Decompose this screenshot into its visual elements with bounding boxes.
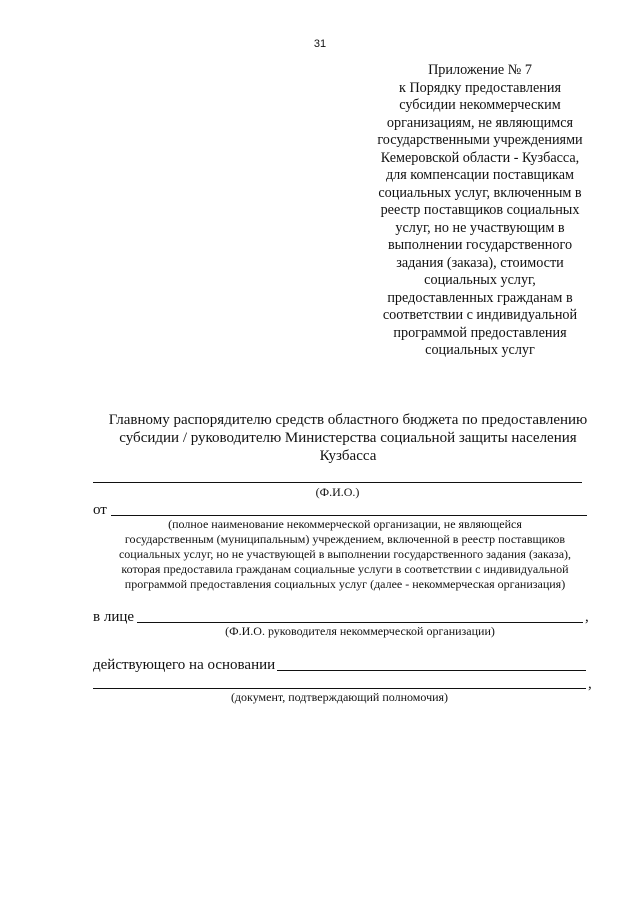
appendix-line: задания (заказа), стоимости bbox=[396, 254, 564, 271]
appendix-line: выполнении государственного bbox=[387, 237, 573, 253]
appendix-line: социальных услуг bbox=[425, 342, 535, 358]
appendix-line: реестр поставщиков социальных bbox=[380, 202, 580, 218]
basis-fill-line-continued[interactable] bbox=[93, 688, 586, 689]
appendix-line: субсидии некоммерческим bbox=[399, 97, 561, 113]
appendix-line: соответствии с индивидуальной bbox=[382, 307, 578, 323]
fio-caption: (Ф.И.О.) bbox=[315, 485, 360, 499]
organization-caption-line: государственным (муниципальным) учреждением, включенной в реестр поставщиков bbox=[124, 532, 566, 546]
addressee-line: субсидии / руководителю Министерства социальной защиты населения bbox=[119, 430, 577, 446]
appendix-line: государственными учреждениями bbox=[377, 132, 583, 148]
organization-fill-line[interactable] bbox=[111, 515, 587, 516]
basis-label: действующего на основании bbox=[93, 657, 276, 673]
organization-caption-line: (полное наименование некоммерческой организации, не являющейся bbox=[168, 517, 522, 531]
appendix-line: программой предоставления bbox=[393, 324, 567, 341]
person-caption: (Ф.И.О. руководителя некоммерческой организации) bbox=[225, 624, 495, 638]
appendix-header bbox=[350, 62, 610, 360]
appendix-line: для компенсации поставщикам bbox=[385, 167, 575, 183]
person-fill-line[interactable] bbox=[137, 622, 583, 623]
appendix-line: Приложение № 7 bbox=[428, 62, 532, 78]
appendix-line: Кемеровской области - Кузбасса, bbox=[380, 149, 580, 166]
basis-comma: , bbox=[588, 676, 592, 692]
organization-caption bbox=[80, 517, 610, 592]
fio-fill-line[interactable] bbox=[93, 482, 582, 483]
page-number: 31 bbox=[313, 38, 327, 50]
from-label: от bbox=[93, 502, 107, 518]
appendix-line: организациям, не являющимся bbox=[386, 114, 574, 131]
addressee-line: Кузбасса bbox=[319, 448, 377, 464]
appendix-line: предоставленных гражданам в bbox=[387, 289, 573, 306]
person-comma: , bbox=[585, 609, 589, 625]
addressee-block bbox=[90, 411, 606, 465]
organization-caption-line: социальных услуг, но не участвующей в выполнении государственного задания (заказа), bbox=[118, 547, 572, 561]
appendix-line: социальных услуг, включенным в bbox=[378, 184, 582, 201]
appendix-line: социальных услуг, bbox=[424, 272, 536, 288]
person-label: в лице bbox=[93, 609, 135, 625]
addressee-line: Главному распорядителю средств областного бюджета по предоставлению bbox=[108, 412, 588, 428]
appendix-line: к Порядку предоставления bbox=[399, 79, 561, 96]
basis-caption: (документ, подтверждающий полномочия) bbox=[230, 690, 449, 704]
appendix-line: услуг, но не участвующим в bbox=[395, 219, 565, 236]
organization-caption-line: программой предоставления социальных услуг (далее - некоммерческая организация) bbox=[124, 577, 566, 591]
organization-caption-line: которая предоставила гражданам социальные услуги в соответствии с индивидуальной bbox=[121, 562, 569, 576]
basis-fill-line[interactable] bbox=[277, 670, 586, 671]
